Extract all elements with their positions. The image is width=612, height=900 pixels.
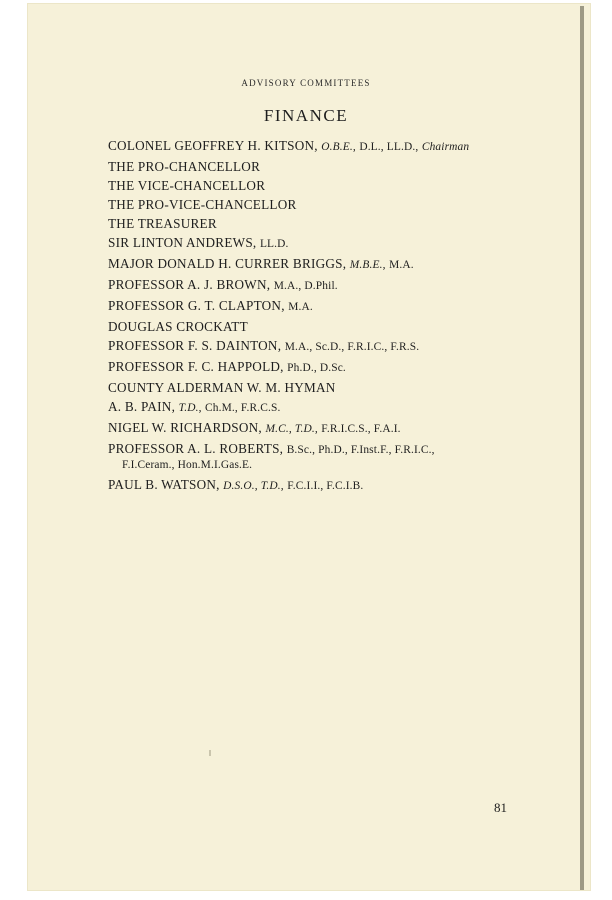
running-head: ADVISORY COMMITTEES [241,78,371,88]
member-honours: M.B.E., [349,259,386,271]
member-honours: D.S.O., T.D., [223,480,284,492]
member-entry [108,195,528,214]
member-qualifications: Ph.D., D.Sc. [287,362,346,374]
member-name: THE PRO-CHANCELLOR [108,159,261,174]
member-qualifications: F.C.I.I., F.C.I.B. [287,480,364,492]
member-name: A. B. PAIN, [108,399,176,414]
member-entry [108,317,528,336]
member-honours: M.C., T.D., [265,423,318,435]
member-qualifications: M.A. [288,301,313,313]
member-entry [108,357,528,378]
section-title: FINANCE [263,106,349,125]
member-honours: T.D., [178,402,202,414]
member-name: PROFESSOR F. C. HAPPOLD, [108,359,284,374]
member-qualifications-continued: F.I.Ceram., Hon.M.I.Gas.E. [122,459,253,471]
member-name: DOUGLAS CROCKATT [108,319,248,334]
member-name: PROFESSOR F. S. DAINTON, [108,338,282,353]
member-entry [108,336,528,357]
member-entry [108,275,528,296]
member-honours: O.B.E., [321,141,356,153]
member-name: PROFESSOR A. J. BROWN, [108,277,271,292]
member-name: NIGEL W. RICHARDSON, [108,420,262,435]
member-name: COLONEL GEOFFREY H. KITSON, [108,138,318,153]
member-name: MAJOR DONALD H. CURRER BRIGGS, [108,256,347,271]
member-name: THE TREASURER [108,216,217,231]
member-qualifications: B.Sc., Ph.D., F.Inst.F., F.R.I.C., [286,444,435,456]
member-entry [108,254,528,275]
member-entry [108,418,528,439]
member-name: PAUL B. WATSON, [108,477,220,492]
member-name: PROFESSOR A. L. ROBERTS, [108,441,284,456]
member-name: COUNTY ALDERMAN W. M. HYMAN [108,380,336,395]
member-qualifications: M.A., D.Phil. [273,280,338,292]
member-entry [108,475,528,496]
member-name: THE VICE-CHANCELLOR [108,178,266,193]
member-entry [108,439,528,472]
member-name: SIR LINTON ANDREWS, [108,235,257,250]
paper-speck [209,750,211,756]
member-qualifications: LL.D. [259,238,289,250]
member-entry [108,378,528,397]
member-entry [108,296,528,317]
member-name: PROFESSOR G. T. CLAPTON, [108,298,285,313]
member-role: Chairman [421,141,470,153]
member-qualifications: F.R.I.C.S., F.A.I. [321,423,401,435]
member-list [108,136,528,496]
member-entry [108,214,528,233]
member-qualifications: D.L., LL.D., [359,141,419,153]
member-entry [108,233,528,254]
member-name: THE PRO-VICE-CHANCELLOR [108,197,297,212]
member-qualifications: M.A. [389,259,414,271]
member-qualifications: M.A., Sc.D., F.R.I.C., F.R.S. [284,341,420,353]
member-entry [108,157,528,176]
member-entry [108,136,528,157]
member-entry [108,397,528,418]
page-edge-shadow [580,6,584,890]
page-number: 81 [494,800,507,815]
member-qualifications: Ch.M., F.R.C.S. [205,402,281,414]
member-entry [108,176,528,195]
